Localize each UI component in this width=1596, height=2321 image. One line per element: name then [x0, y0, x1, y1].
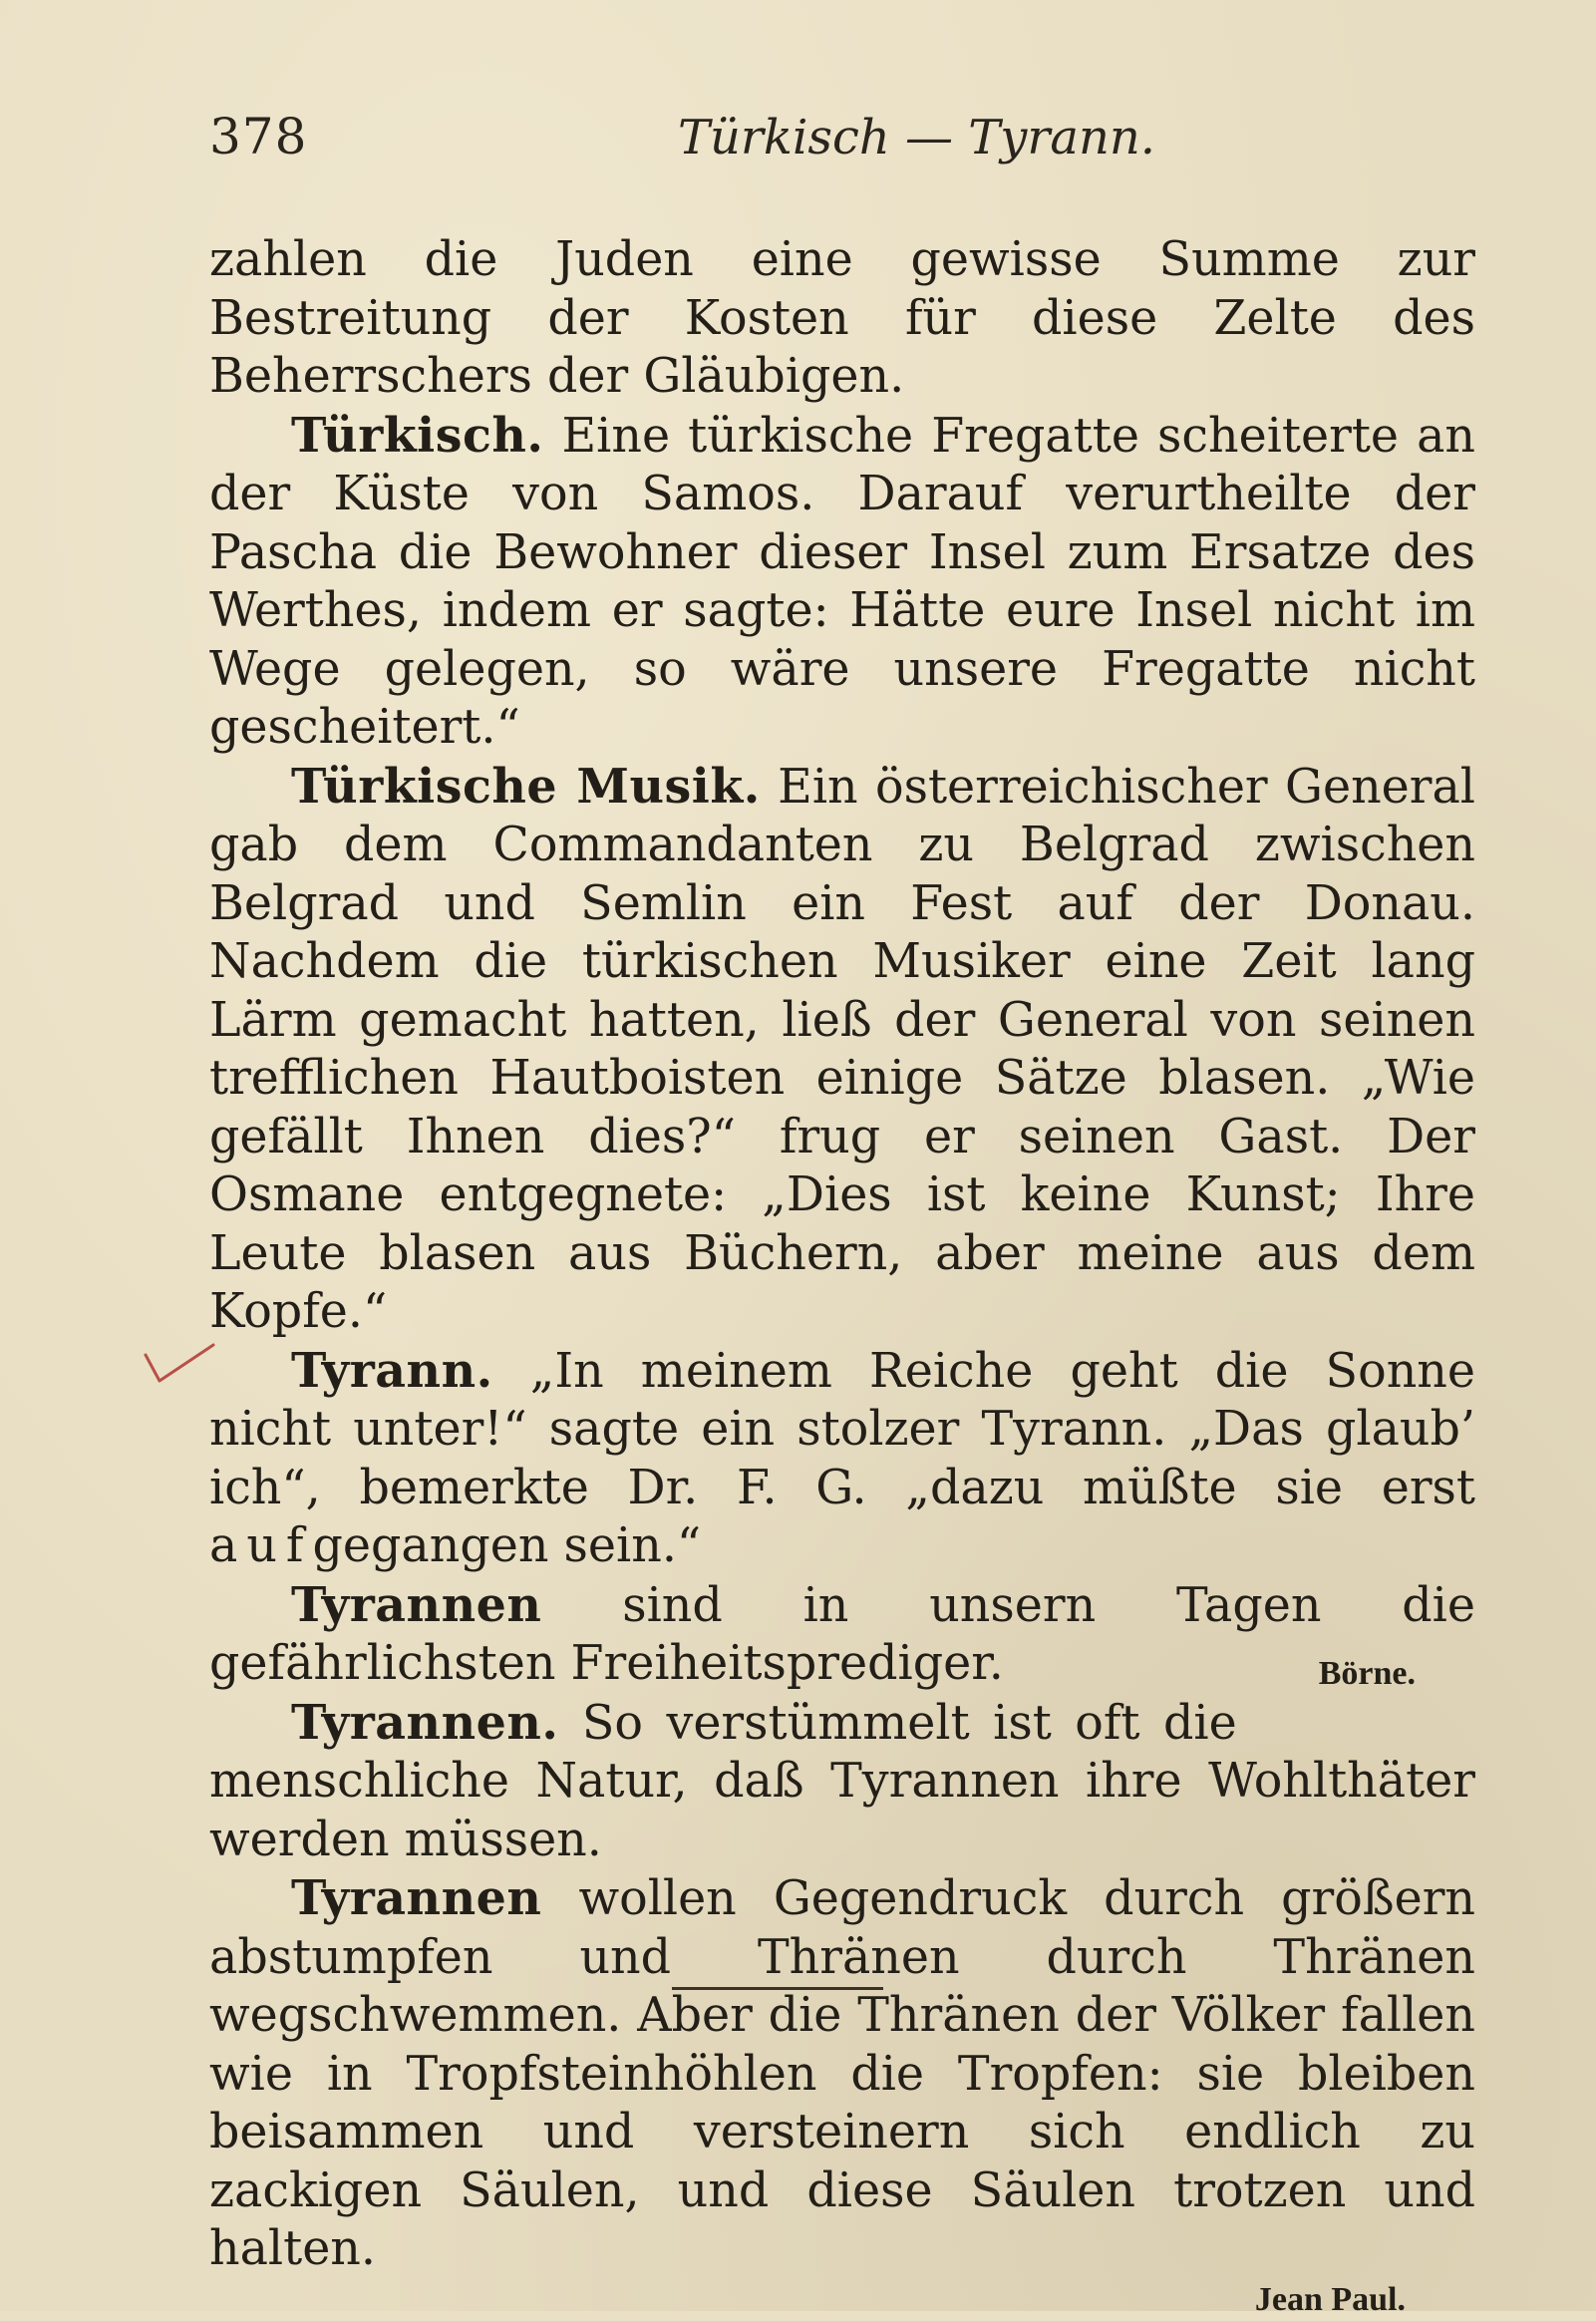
page-body — [209, 231, 1475, 2321]
entry-text: Ein österreichischer General gab dem Commandanten zu Belgrad zwischen Belgrad und Semlin ein Fest auf der Donau. Nachdem die türkischen Musiker eine Zeit lang Lärm gemacht hatten, ließ der General von seinen trefflichen Hautboisten einige Sätze blasen. „Wie gefällt Ihnen dies?“ frug er seinen Gast. Der Osmane entgegnete: „Dies ist keine Kunst; Ihre Leute blasen aus Büchern, aber meine aus dem Kopfe.“ — [209, 759, 1475, 1339]
entry-text-end: gegangen sein.“ — [312, 1518, 702, 1573]
entry-tyrannen-jean-paul — [209, 1869, 1475, 2279]
entry-keyword: Tyrannen. — [291, 1694, 559, 1751]
spaced-emphasis: auf — [209, 1518, 313, 1573]
entry-keyword: Türkisch. — [291, 407, 544, 464]
entry-keyword: Türkische Musik. — [291, 758, 761, 815]
entry-keyword: Tyrannen — [291, 1576, 542, 1633]
entry-tyrannen-boerne — [209, 1576, 1475, 1694]
entry-tyrann — [209, 1342, 1475, 1576]
page-number: 378 — [209, 108, 308, 166]
entry-tuerkische-musik — [209, 758, 1475, 1342]
entry-text: sind in unsern Tagen die gefährlichsten Freiheitsprediger. — [209, 1577, 1475, 1691]
paragraph-continuation — [209, 231, 1475, 407]
entry-text: wollen Gegendruck durch größern abstumpfen und Thränen durch Thränen wegschwemmen. Aber die Thränen der Völker fallen wie in Tropfsteinhöhlen die Tropfen: sie bleiben beisammen und versteinern sich endlich zu zackigen Säulen, und diese Säulen trotzen und halten. — [209, 1871, 1475, 2276]
end-rule — [672, 1987, 883, 1990]
paragraph-text: zahlen die Juden eine gewisse Summe zur Bestreitung der Kosten für diese Zelte des Beherrschers der Gläubigen. — [209, 232, 1475, 404]
entry-keyword: Tyrann. — [291, 1342, 493, 1399]
entry-text: So verstümmelt ist oft die menschliche Natur, daß Tyrannen ihre Wohlthäter werden müssen. — [209, 1695, 1475, 1867]
entry-tyrannen-natur — [209, 1694, 1475, 1870]
entry-text: „In meinem Reiche geht die Sonne nicht unter!“ sagte ein stolzer Tyrann. „Das glaub’ ich“, bemerkte Dr. F. G. „dazu müßte sie erst — [209, 1343, 1475, 1515]
entry-tuerkisch — [209, 407, 1475, 758]
entry-keyword: Tyrannen — [291, 1870, 542, 1926]
entry-text: Eine türkische Fregatte scheiterte an der Küste von Samos. Darauf verurtheilte der Pascha die Bewohner dieser Insel zum Ersatze des Werthes, indem er sagte: Hätte eure Insel nicht im Wege gelegen, so wäre unsere Fregatte nicht gescheitert.“ — [209, 408, 1475, 755]
quote-attribution: Jean Paul. — [1254, 2280, 1406, 2318]
pencil-check-mark — [140, 1341, 219, 1391]
running-head: Türkisch — Tyrann. — [678, 110, 1156, 166]
quote-attribution: Börne. — [1318, 1655, 1416, 1692]
page-header — [209, 108, 1326, 167]
